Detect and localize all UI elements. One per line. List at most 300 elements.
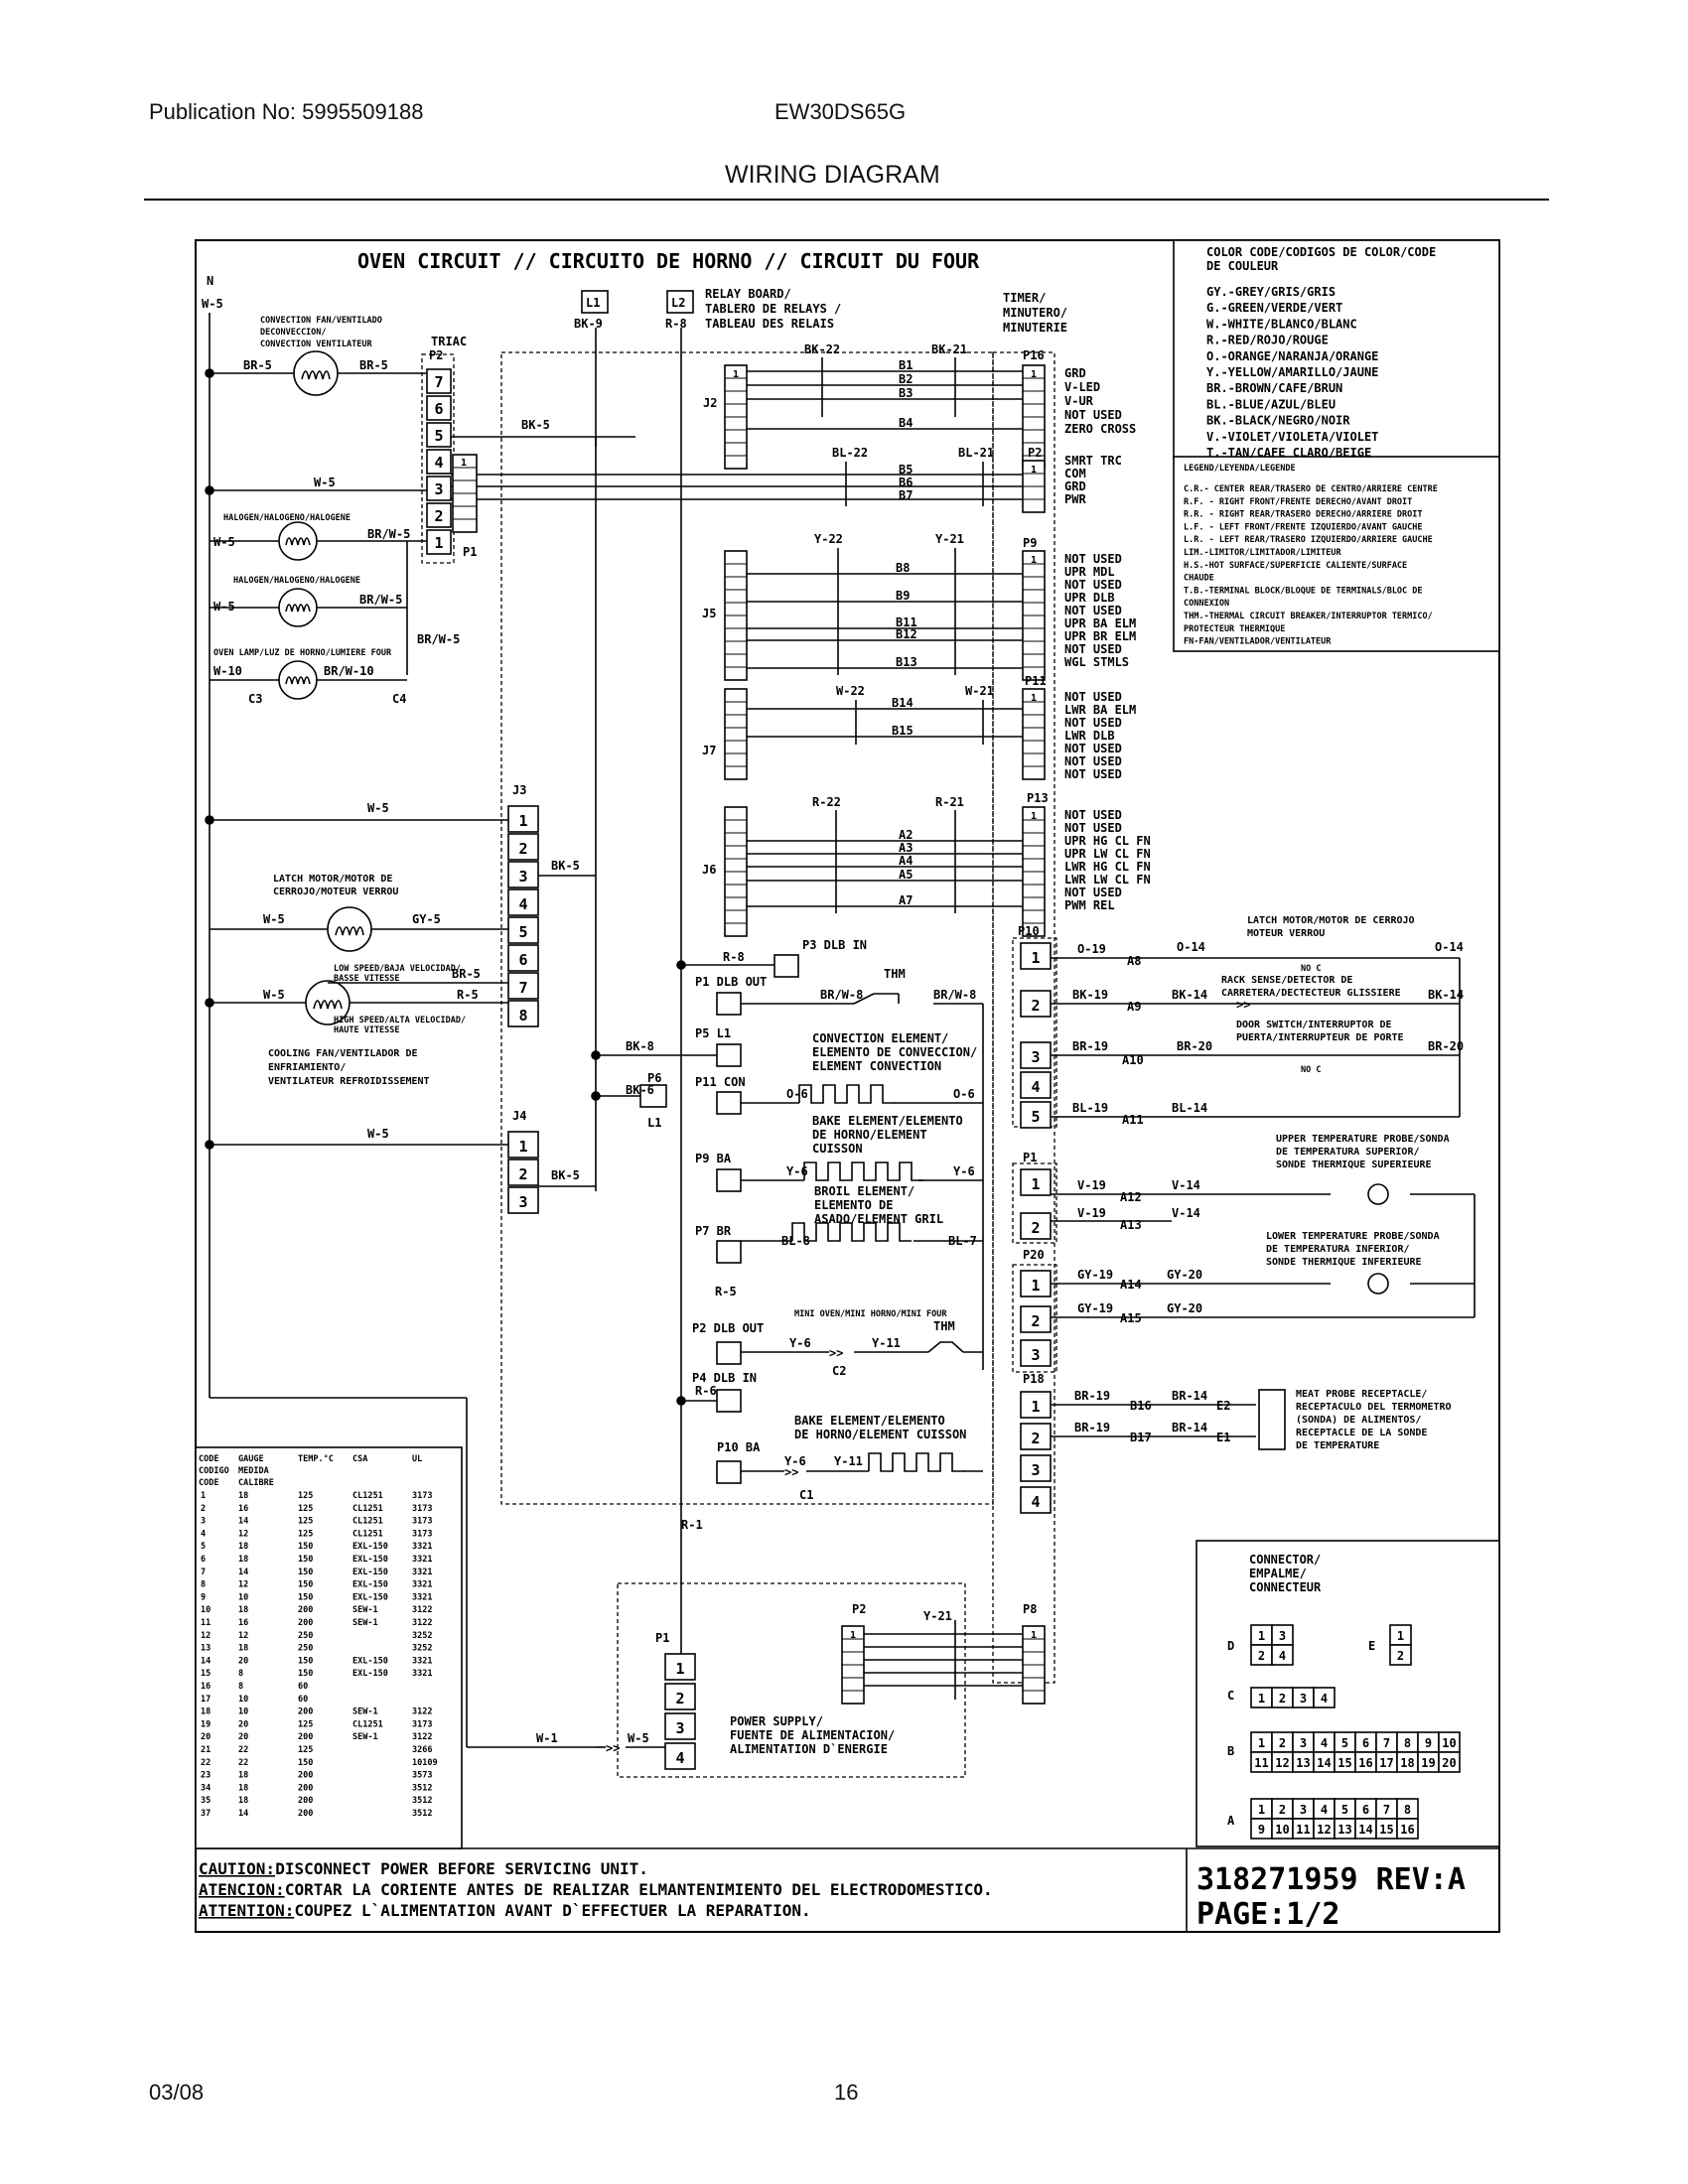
gauge-table-header: CSA (352, 1454, 368, 1464)
connector-b-cell-number: 6 (1361, 1736, 1370, 1750)
gauge-table-cell: 150 (298, 1579, 314, 1590)
connector-c-cell-number: 3 (1299, 1692, 1308, 1706)
gauge-table-header: CODE (199, 1454, 219, 1464)
connector-b-cell-number: 17 (1379, 1756, 1394, 1770)
p9ba-box (717, 1169, 741, 1191)
gauge-table-cell: 17 (201, 1694, 211, 1705)
gauge-table-cell: 12 (238, 1529, 249, 1540)
legend-entry: R.R. - RIGHT REAR/TRASERO DERECHO/ARRIERE DROIT (1184, 509, 1423, 520)
connector-arrows-icon: >> (784, 1465, 799, 1479)
connector-b-cell-number: 12 (1275, 1756, 1290, 1770)
door-switch-label: DOOR SWITCH/INTERRUPTOR DE (1236, 1020, 1392, 1030)
wire-label: Y-6 (789, 1336, 811, 1350)
wire-label: BK-9 (574, 317, 603, 331)
connector-label: P16 (1023, 348, 1045, 362)
wire-label: GY-5 (412, 912, 441, 926)
pin-label: 1 (1031, 693, 1038, 704)
legend-heading: LEGEND/LEYENDA/LEGENDE (1184, 464, 1296, 474)
connector-b-cell-number: 16 (1358, 1756, 1373, 1770)
wire-label: O-14 (1177, 940, 1205, 954)
gauge-table-cell: 150 (298, 1656, 314, 1667)
pin-label: A7 (899, 893, 914, 907)
wire-label: W-5 (213, 600, 235, 614)
color-code-entry: Y.-YELLOW/AMARILLO/JAUNE (1206, 365, 1379, 379)
p7br-box (717, 1241, 741, 1263)
wire-label: Y-11 (872, 1336, 901, 1350)
cooling-fan-label: ENFRIAMIENTO/ (268, 1062, 347, 1073)
bake-element-2-icon (869, 1453, 964, 1471)
p18-pin-number: 4 (1031, 1493, 1041, 1511)
connector-label: J5 (702, 607, 717, 620)
connector-label: P10 BA (717, 1440, 761, 1454)
wire-label: BR-5 (243, 358, 272, 372)
connector-label: P18 (1023, 1372, 1045, 1386)
j3-pin-number: 3 (518, 868, 528, 886)
wire-label: W-5 (202, 297, 223, 311)
broil-element-label: BROIL ELEMENT/ (814, 1184, 915, 1198)
triac-pin-number: 4 (434, 454, 444, 472)
timer-label: MINUTERIE (1003, 321, 1068, 335)
p11-label: NOT USED (1064, 742, 1122, 755)
pin-label: 1 (733, 369, 740, 380)
gauge-table-cell: 22 (238, 1757, 249, 1768)
halogen-lamp-icon (279, 589, 317, 626)
legend-entry: CHAUDE (1184, 573, 1214, 584)
wire-label: BL-8 (781, 1234, 810, 1248)
main-title: OVEN CIRCUIT // CIRCUITO DE HORNO // CIRCUIT DU FOUR (357, 249, 980, 273)
wire-label: R-5 (457, 988, 479, 1002)
p18-pin-number: 3 (1031, 1461, 1041, 1479)
gauge-table-cell: 6 (201, 1555, 207, 1565)
wire-label: BK-6 (626, 1083, 654, 1097)
wire-label: O-6 (953, 1087, 975, 1101)
gauge-table-cell: 200 (298, 1796, 314, 1807)
model-number: EW30DS65G (774, 99, 907, 124)
pin-label: B15 (892, 724, 914, 738)
connector-label: P7 BR (695, 1224, 732, 1238)
p13-label: NOT USED (1064, 808, 1122, 822)
gauge-table-cell: 150 (298, 1542, 314, 1553)
relay-board-label: TABLEAU DES RELAIS (705, 317, 835, 331)
color-code-heading: COLOR CODE/CODIGOS DE COLOR/CODE (1206, 245, 1437, 259)
p1-pin-number: 1 (1031, 1175, 1041, 1193)
p16-label: NOT USED (1064, 408, 1122, 422)
gauge-table-cell: 18 (238, 1491, 249, 1501)
p11-label: NOT USED (1064, 716, 1122, 730)
gauge-table-cell: 250 (298, 1643, 314, 1654)
gauge-table-cell: 125 (298, 1516, 314, 1527)
gauge-table-cell: 125 (298, 1719, 314, 1730)
gauge-table-cell: 10 (238, 1706, 249, 1717)
gauge-table-cell: 125 (298, 1491, 314, 1501)
p9-label: NOT USED (1064, 552, 1122, 566)
j3-pin-number: 5 (518, 923, 528, 941)
junction-dot (677, 1397, 685, 1405)
connector-a-cell-number: 14 (1358, 1823, 1373, 1837)
wire-label: BK-14 (1428, 988, 1465, 1002)
pin-label: B2 (899, 372, 914, 386)
pin-label: A3 (899, 841, 914, 855)
gauge-table-cell: 3122 (412, 1605, 433, 1616)
wire-label: E1 (1216, 1431, 1231, 1444)
connector-label: P1 DLB OUT (695, 975, 768, 989)
legend-entry: L.F. - LEFT FRONT/FRENTE IZQUIERDO/AVANT GAUCHE (1184, 522, 1423, 533)
gauge-table-header: CODIGO (199, 1466, 229, 1476)
connector-c-cell-number: 1 (1257, 1692, 1266, 1706)
legend-entry: LIM.-LIMITOR/LIMITADOR/LIMITEUR (1184, 548, 1341, 558)
gauge-table-cell: CL1251 (352, 1719, 383, 1730)
gauge-table-cell: 7 (201, 1567, 207, 1577)
connector-e-cell-number: 2 (1396, 1649, 1405, 1663)
gauge-table-cell: 8 (201, 1579, 207, 1590)
broil-element-label: ELEMENTO DE (814, 1198, 894, 1212)
pin-label: B11 (896, 615, 917, 629)
page-title: WIRING DIAGRAM (725, 161, 940, 189)
connector-a-cell-number: 8 (1403, 1803, 1412, 1817)
p10-pin-number: 3 (1031, 1048, 1041, 1066)
junction-dot (206, 1141, 213, 1149)
connector-label: P9 (1023, 536, 1038, 550)
wire-label: W-5 (367, 1127, 389, 1141)
gauge-table-cell: 2 (201, 1503, 207, 1514)
connector-type-d: D (1227, 1639, 1235, 1653)
p10-pin-number: 1 (1031, 949, 1041, 967)
wire-label: A12 (1120, 1190, 1142, 1204)
pin-label: B3 (899, 386, 914, 400)
j3-pin-number: 2 (518, 840, 528, 858)
connector-b-cell-number: 11 (1254, 1756, 1269, 1770)
gauge-table-cell: 11 (201, 1618, 211, 1628)
wire-label: V-14 (1172, 1206, 1200, 1220)
wire-label: BR-20 (1428, 1039, 1465, 1053)
latch-motor-label: LATCH MOTOR/MOTOR DE (273, 874, 393, 885)
legend-entry: H.S.-HOT SURFACE/SUPERFICIE CALIENTE/SURFACE (1184, 560, 1408, 571)
power-pin-number: 4 (675, 1749, 685, 1767)
gauge-table-cell: 200 (298, 1770, 314, 1781)
gauge-table-cell: 10 (201, 1605, 211, 1616)
connector-label: P2 (852, 1602, 867, 1616)
pin-label: 1 (461, 458, 468, 469)
convection-element-label: CONVECTION ELEMENT/ (812, 1031, 949, 1045)
lamp-filament-icon (286, 677, 310, 684)
motor-coil-icon (336, 927, 363, 935)
pin-label: B7 (899, 488, 914, 502)
gauge-table-cell: 9 (201, 1592, 207, 1603)
legend-entry: R.F. - RIGHT FRONT/FRENTE DERECHO/AVANT DROIT (1184, 496, 1413, 507)
latch-motor-icon (328, 907, 371, 951)
p9-label: NOT USED (1064, 604, 1122, 617)
p9-label: WGL STMLS (1064, 655, 1130, 669)
connector-b-cell-number: 10 (1442, 1736, 1457, 1750)
color-code-entry: BL.-BLUE/AZUL/BLEU (1206, 397, 1336, 412)
connector-label: J6 (702, 863, 717, 877)
connector-a-cell-number: 12 (1317, 1823, 1332, 1837)
connector-label: P10 (1018, 924, 1040, 938)
gauge-table-cell: 3252 (412, 1643, 433, 1654)
triac-pin-number: 2 (434, 507, 444, 525)
connector-label: J4 (512, 1109, 527, 1123)
wire-label: BR/W-5 (367, 527, 411, 541)
caution-text: CORTAR LA CORIENTE ANTES DE REALIZAR ELMANTENIMIENTO DEL ELECTRODOMESTICO. (284, 1880, 993, 1899)
wire-label: W-5 (367, 801, 389, 815)
connector-b-cell-number: 1 (1257, 1736, 1266, 1750)
gauge-table-cell: 34 (201, 1783, 211, 1794)
connector-a-cell-number: 13 (1337, 1823, 1352, 1837)
gauge-table-cell: 19 (201, 1719, 211, 1730)
p13-label: NOT USED (1064, 821, 1122, 835)
connector-label: P8 (1023, 1602, 1038, 1616)
lower-probe-label: SONDE THERMIQUE INFERIEURE (1266, 1257, 1422, 1268)
gauge-table-cell: CL1251 (352, 1491, 383, 1501)
meat-probe-label: DE TEMPERATURE (1296, 1440, 1380, 1451)
connector-a-cell-number: 3 (1299, 1803, 1308, 1817)
p13-label: LWR HG CL FN (1064, 860, 1151, 874)
connector-b-cell-number: 19 (1421, 1756, 1436, 1770)
high-speed-label: HIGH SPEED/ALTA VELOCIDAD/ (334, 1016, 467, 1025)
gauge-table-cell: 3122 (412, 1732, 433, 1743)
gauge-table-cell: 3512 (412, 1783, 433, 1794)
pin-label: 1 (1031, 811, 1038, 822)
p9-label: UPR BR ELM (1064, 629, 1137, 643)
pin-label: B4 (899, 416, 914, 430)
cooling-fan-label: VENTILATEUR REFROIDISSEMENT (268, 1076, 430, 1087)
wire-label: BK-5 (551, 1168, 580, 1182)
gauge-table-cell: 18 (238, 1796, 249, 1807)
connector-b-cell-number: 2 (1278, 1736, 1287, 1750)
p10-pin-number: 4 (1031, 1078, 1041, 1096)
connector-arrows-icon: >> (829, 1346, 844, 1360)
timer-label: MINUTERO/ (1003, 306, 1068, 320)
p10-pin-number: 2 (1031, 997, 1041, 1015)
gauge-table-cell: 37 (201, 1809, 211, 1819)
p9-label: NOT USED (1064, 642, 1122, 656)
color-code-entry: BR.-BROWN/CAFE/BRUN (1206, 381, 1343, 396)
connector-label: P2 DLB OUT (692, 1321, 765, 1335)
upper-probe-label: SONDE THERMIQUE SUPERIEURE (1276, 1160, 1432, 1170)
gauge-table-cell: CL1251 (352, 1503, 383, 1514)
gauge-table-cell: 150 (298, 1555, 314, 1565)
connector-a-cell-number: 2 (1278, 1803, 1287, 1817)
gauge-table-cell: 18 (238, 1643, 249, 1654)
gauge-table-cell: 20 (238, 1732, 249, 1743)
connector-b-cell-number: 9 (1424, 1736, 1433, 1750)
p2-label: SMRT TRC (1064, 454, 1122, 468)
footer-page-number: 16 (834, 2080, 859, 2105)
gauge-table-cell: 200 (298, 1809, 314, 1819)
gauge-table-cell: 18 (238, 1542, 249, 1553)
caution-tag: CAUTION: (199, 1859, 276, 1878)
wire-label: BL-14 (1172, 1101, 1208, 1115)
bake-element-2-label: DE HORNO/ELEMENT CUISSON (794, 1428, 967, 1441)
wire-label: BK-5 (551, 859, 580, 873)
gauge-table-cell: 14 (201, 1656, 211, 1667)
wire-label: BL-21 (958, 446, 995, 460)
gauge-table-cell: EXL-150 (352, 1542, 388, 1553)
p2-label: COM (1064, 467, 1086, 480)
wire-label: W-1 (536, 1731, 558, 1745)
wire-label: GY-20 (1167, 1301, 1203, 1315)
wire-label: BK-8 (626, 1039, 654, 1053)
connector-a-cell-number: 9 (1257, 1823, 1266, 1837)
connector-label: P2 (429, 348, 444, 362)
connector-label: J3 (512, 783, 527, 797)
wire-label: BL-22 (832, 446, 869, 460)
wire-label: R-21 (935, 795, 964, 809)
wire-label: Y-21 (923, 1609, 952, 1623)
gauge-table-cell: 3321 (412, 1656, 433, 1667)
legend-entry: T.B.-TERMINAL BLOCK/BLOQUE DE TERMINALS/BLOC DE (1184, 586, 1423, 597)
pin-label: B12 (896, 627, 917, 641)
gauge-table-cell: 3512 (412, 1809, 433, 1819)
gauge-table-cell: EXL-150 (352, 1567, 388, 1577)
wire-label: R-22 (812, 795, 841, 809)
pin-label: B5 (899, 463, 914, 477)
wire-label: B16 (1130, 1399, 1152, 1413)
gauge-table-cell: 12 (238, 1579, 249, 1590)
gauge-table-cell: 1 (201, 1491, 207, 1501)
p1dlb-box (717, 993, 741, 1015)
gauge-table-cell: 3321 (412, 1542, 433, 1553)
connector-label: P11 (1025, 674, 1047, 688)
wire-label: W-5 (263, 912, 285, 926)
connector-d-cell-number: 2 (1257, 1649, 1266, 1663)
connector-d-cell-number: 1 (1257, 1629, 1266, 1643)
convection-element-label: ELEMENT CONVECTION (812, 1059, 942, 1073)
wire-label: Y-21 (935, 532, 964, 546)
pin-label: B6 (899, 476, 914, 489)
p13-label: UPR LW CL FN (1064, 847, 1151, 861)
latch-motor-label: CERROJO/MOTEUR VERROU (273, 887, 399, 897)
gauge-table-cell: 18 (238, 1770, 249, 1781)
wire-label: V-19 (1077, 1178, 1106, 1192)
gauge-table-cell: 200 (298, 1706, 314, 1717)
triac-pin-number: 5 (434, 427, 444, 445)
gauge-table-cell: 10 (238, 1592, 249, 1603)
gauge-table-cell: 22 (201, 1757, 211, 1768)
gauge-table-header: GAUGE (238, 1454, 264, 1464)
connector-b-cell-number: 18 (1400, 1756, 1415, 1770)
p9-label: NOT USED (1064, 578, 1122, 592)
connector-type-b: B (1227, 1744, 1235, 1758)
gauge-table-cell: 8 (238, 1669, 244, 1680)
pin-label: 1 (1031, 1630, 1038, 1641)
wire-label: B17 (1130, 1431, 1152, 1444)
wire-label: R-5 (715, 1285, 737, 1298)
wire-label: V-19 (1077, 1206, 1106, 1220)
p13-label: NOT USED (1064, 886, 1122, 899)
wire-label: W-10 (213, 664, 242, 678)
wire-label: W-5 (263, 988, 285, 1002)
caution-text: DISCONNECT POWER BEFORE SERVICING UNIT. (275, 1859, 648, 1878)
power-pin-number: 2 (675, 1690, 685, 1707)
upper-probe-label: DE TEMPERATURA SUPERIOR/ (1276, 1147, 1420, 1158)
p4dlb-box (717, 1390, 741, 1412)
color-code-entry: R.-RED/ROJO/ROUGE (1206, 333, 1329, 347)
p18-pin-number: 2 (1031, 1430, 1041, 1447)
gauge-table-cell: 3321 (412, 1579, 433, 1590)
wire-label: W-5 (213, 535, 235, 549)
wire-label: BR-5 (359, 358, 388, 372)
wire-label: BR/W-5 (417, 632, 461, 646)
lamp-filament-icon (286, 605, 310, 612)
triac-label: TRIAC (431, 335, 468, 348)
wire-label: A15 (1120, 1311, 1142, 1325)
bake-element-label: DE HORNO/ELEMENT (812, 1128, 927, 1142)
wire-label: BL-7 (948, 1234, 977, 1248)
gauge-table-cell: 60 (298, 1694, 309, 1705)
connector-a-cell-number: 1 (1257, 1803, 1266, 1817)
wire-label: W-5 (628, 1731, 649, 1745)
legend-entry: PROTECTEUR THERMIQUE (1184, 623, 1286, 634)
gauge-table-cell: 8 (238, 1682, 244, 1692)
wire-label: R-8 (665, 317, 687, 331)
j4-pin-number: 1 (518, 1138, 528, 1156)
power-supply-label: ALIMENTATION D`ENERGIE (730, 1742, 888, 1756)
wire-label: A9 (1127, 1000, 1142, 1014)
bake-element-2-label: BAKE ELEMENT/ELEMENTO (794, 1414, 945, 1428)
gauge-table-cell: 3173 (412, 1491, 433, 1501)
junction-dot (592, 1051, 600, 1059)
j4-pin-number: 2 (518, 1165, 528, 1183)
connector-label: J7 (702, 744, 717, 757)
gauge-table-cell: SEW-1 (352, 1605, 378, 1616)
connector-label: C1 (799, 1488, 814, 1502)
gauge-table-cell: 18 (238, 1555, 249, 1565)
gauge-table-cell: 200 (298, 1618, 314, 1628)
timer-label: TIMER/ (1003, 291, 1047, 305)
wire-label: GY-19 (1077, 1268, 1114, 1282)
p18-pin-number: 1 (1031, 1398, 1041, 1416)
gauge-table-cell: 12 (238, 1630, 249, 1641)
gauge-table-cell: SEW-1 (352, 1732, 378, 1743)
pin-label: 1 (1031, 465, 1038, 476)
connector-label: C4 (392, 692, 407, 706)
gauge-table-cell: 150 (298, 1757, 314, 1768)
color-code-entry: T.-TAN/CAFE CLARO/BEIGE (1206, 446, 1372, 460)
power-supply-label: POWER SUPPLY/ (730, 1714, 823, 1728)
pin-label: 1 (850, 1630, 857, 1641)
connector-label: P3 DLB IN (802, 938, 868, 952)
caution-text: COUPEZ L`ALIMENTATION AVANT D`EFFECTUER LA REPARATION. (294, 1901, 811, 1920)
connector-b-cell-number: 3 (1299, 1736, 1308, 1750)
gauge-table-cell: 35 (201, 1796, 211, 1807)
door-switch-label: PUERTA/INTERRUPTEUR DE PORTE (1236, 1032, 1404, 1043)
gauge-table-header: UL (412, 1454, 423, 1464)
gauge-table-header: CODE (199, 1478, 219, 1488)
wire-label: BK-21 (931, 342, 968, 356)
thm-label: THM (933, 1319, 955, 1333)
connector-label: P1 (1023, 1151, 1038, 1164)
p10-pin-number: 5 (1031, 1108, 1041, 1126)
connector-a-cell-number: 7 (1382, 1803, 1391, 1817)
pin-label: A5 (899, 868, 914, 882)
connector-label: P1 (655, 1631, 670, 1645)
connector-a-cell-number: 10 (1275, 1823, 1290, 1837)
p3-box (774, 955, 798, 977)
p20-pin-number: 2 (1031, 1312, 1041, 1330)
p20-pin-number: 1 (1031, 1277, 1041, 1295)
gauge-table-cell: 150 (298, 1592, 314, 1603)
power-supply-label: FUENTE DE ALIMENTACION/ (730, 1728, 896, 1742)
connector-label: P2 (1028, 446, 1043, 460)
wire-label: A10 (1122, 1053, 1144, 1067)
gauge-table-header: CALIBRE (238, 1478, 274, 1488)
gauge-table-cell: SEW-1 (352, 1706, 378, 1717)
legend-entry: L.R. - LEFT REAR/TRASERO IZQUIERDO/ARRIERE GAUCHE (1184, 535, 1433, 546)
gauge-table-cell: CL1251 (352, 1516, 383, 1527)
wire-label: BK-14 (1172, 988, 1208, 1002)
legend-entry: CONNEXION (1184, 599, 1230, 610)
